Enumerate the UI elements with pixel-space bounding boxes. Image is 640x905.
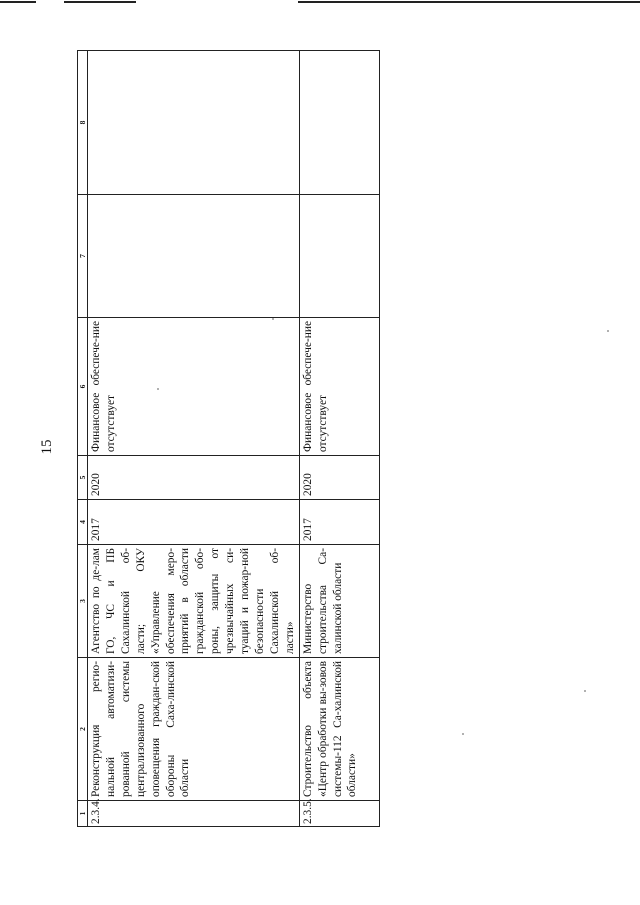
table-row — [88, 51, 300, 827]
scan-speck — [584, 690, 586, 692]
start-year: 2017 — [299, 500, 379, 545]
page-number: 15 — [39, 439, 55, 455]
financing: Финансовое обеспече-ние отсутствует — [299, 318, 379, 456]
column-7-cell — [88, 195, 300, 318]
top-edge-line — [298, 1, 640, 3]
column-7-cell — [299, 195, 379, 318]
table-row — [299, 51, 379, 827]
start-year: 2017 — [88, 500, 300, 545]
column-8-cell — [299, 51, 379, 195]
end-year: 2020 — [88, 456, 300, 500]
column-number-row — [78, 51, 88, 827]
column-number: 2 — [78, 658, 88, 801]
measure-name: Строительство объекта «Центр обработки вы-зовов системы-112 Са-халинской области» — [299, 658, 379, 801]
column-number: 8 — [78, 51, 88, 195]
column-number: 7 — [78, 195, 88, 318]
column-number: 6 — [78, 318, 88, 456]
executor: Агентство по де-лам ГО, ЧС и ПБ Сахалинской об-ласти; ОКУ «Управление обеспечения меро-приятий в области гражданской обо-роны, защиты от чрезвычайных си-туаций и пожар-ной безопасности Сахалинской об-ласти» — [88, 545, 300, 658]
end-year: 2020 — [299, 456, 379, 500]
scan-speck — [157, 388, 159, 390]
scan-speck — [607, 330, 609, 332]
scan-speck — [272, 318, 274, 320]
program-table — [77, 50, 380, 827]
column-number: 3 — [78, 545, 88, 658]
column-number: 5 — [78, 456, 88, 500]
financing: Финансовое обеспече-ние отсутствует — [88, 318, 300, 456]
row-number: 2.3.5. — [299, 801, 379, 827]
rotated-table-container — [77, 51, 380, 827]
top-edge-line — [0, 1, 36, 3]
column-number: 1 — [78, 801, 88, 827]
scan-speck — [462, 733, 464, 735]
measure-name: Реконструкция регио-нальной автоматизи-рованной системы централизованного оповещения граждан-ской обороны Саха-линской области — [88, 658, 300, 801]
executor: Министерство строительства Са-халинской области — [299, 545, 379, 658]
row-number: 2.3.4. — [88, 801, 300, 827]
column-8-cell — [88, 51, 300, 195]
column-number: 4 — [78, 500, 88, 545]
top-edge-line — [64, 1, 136, 3]
